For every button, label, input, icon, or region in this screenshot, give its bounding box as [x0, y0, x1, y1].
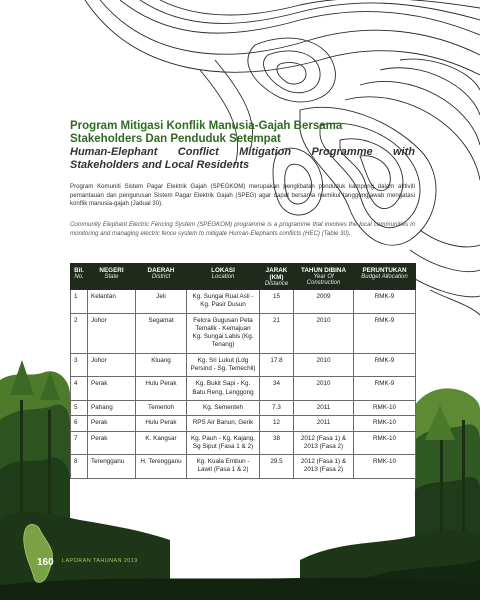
- cell-daerah: Hulu Perak: [136, 416, 187, 431]
- cell-daerah: K. Kangsar: [136, 431, 187, 455]
- cell-negeri: Perak: [88, 377, 136, 401]
- cell-tahun: 2011: [294, 400, 354, 415]
- fence-distribution-table: [70, 263, 416, 479]
- cell-negeri: Pahang: [88, 400, 136, 415]
- cell-negeri: Kelantan: [88, 290, 136, 314]
- table-row: [71, 313, 416, 353]
- report-label: LAPORAN TAHUNAN 2019: [62, 558, 138, 564]
- header-lokasi: LOKASI Location: [187, 264, 260, 290]
- table-row: [71, 377, 416, 401]
- table-row: [71, 400, 416, 415]
- cell-tahun: 2012 (Fasa 1) & 2013 (Fasa 2): [294, 455, 354, 479]
- cell-tahun: 2010: [294, 313, 354, 353]
- cell-peruntukan: RMK-9: [354, 377, 416, 401]
- section-title-english: Human-Elephant Conflict Mitigation Programme with Stakeholders and Local Residents: [70, 146, 415, 171]
- section-title-malay: Program Mitigasi Konflik Manusia-Gajah Bersama Stakeholders Dan Penduduk Setempat: [70, 120, 343, 145]
- cell-jarak: 15: [260, 290, 294, 314]
- cell-negeri: Perak: [88, 431, 136, 455]
- cell-daerah: H. Terengganu: [136, 455, 187, 479]
- paragraph-malay: Program Komuniti Sistem Pagar Elektrik Gajah (SPEGKOM) merupakan penglibatan penduduk kampung dalam aktiviti pemantauan dan pengurusan Sistem Pagar Elektrik Gajah (SPEG) agar dapat bersama memikul tanggungjawab mengatasi konflik manusia-gajah (Jadual 30).: [70, 183, 415, 208]
- cell-bil: 7: [71, 431, 88, 455]
- cell-peruntukan: RMK-10: [354, 416, 416, 431]
- cell-jarak: 21: [260, 313, 294, 353]
- header-tahun: TAHUN DIBINA Year Of Construction: [294, 264, 354, 290]
- cell-tahun: 2009: [294, 290, 354, 314]
- cell-lokasi: Kg. Bukit Sapi - Kg. Batu Reng, Lenggong: [187, 377, 260, 401]
- header-negeri: NEGERI State: [88, 264, 136, 290]
- cell-lokasi: Felcra Gugusan Peta Temalik - Kemajuan Kg. Sungai Labis (Kg. Tenang): [187, 313, 260, 353]
- cell-daerah: Jeli: [136, 290, 187, 314]
- cell-daerah: Segamat: [136, 313, 187, 353]
- cell-bil: 8: [71, 455, 88, 479]
- header-jarak: JARAK (KM) Distance: [260, 264, 294, 290]
- header-peruntukan: PERUNTUKAN Budget Allocation: [354, 264, 416, 290]
- cell-bil: 1: [71, 290, 88, 314]
- cell-lokasi: RPS Air Banun, Gerik: [187, 416, 260, 431]
- cell-tahun: 2010: [294, 353, 354, 377]
- table-header-row: [71, 264, 416, 290]
- cell-negeri: Johor: [88, 313, 136, 353]
- cell-bil: 2: [71, 313, 88, 353]
- cell-jarak: 38: [260, 431, 294, 455]
- cell-daerah: Hulu Perak: [136, 377, 187, 401]
- page-number: 160: [37, 557, 54, 568]
- cell-peruntukan: RMK-9: [354, 290, 416, 314]
- cell-negeri: Johor: [88, 353, 136, 377]
- cell-negeri: Perak: [88, 416, 136, 431]
- table-row: [71, 416, 416, 431]
- cell-lokasi: Kg. Sungai Rual Asli - Kg. Pasir Dusun: [187, 290, 260, 314]
- table-row: [71, 431, 416, 455]
- cell-bil: 6: [71, 416, 88, 431]
- cell-tahun: 2010: [294, 377, 354, 401]
- cell-peruntukan: RMK-9: [354, 353, 416, 377]
- cell-bil: 5: [71, 400, 88, 415]
- header-daerah: DAERAH District: [136, 264, 187, 290]
- cell-peruntukan: RMK-10: [354, 400, 416, 415]
- cell-daerah: Kluang: [136, 353, 187, 377]
- cell-lokasi: Kg. Sementeh: [187, 400, 260, 415]
- cell-peruntukan: RMK-9: [354, 313, 416, 353]
- cell-jarak: 17.8: [260, 353, 294, 377]
- cell-lokasi: Kg. Kuala Embun - Lawit (Fasa 1 & 2): [187, 455, 260, 479]
- cell-lokasi: Kg. Pauh - Kg. Kajang, Sg Siput (Fasa 1 & 2): [187, 431, 260, 455]
- paragraph-english: Community Elephant Electric Fencing System (SPEGKOM) programme is a programme that involves the local communities in monitoring and managing electric fence system to mitigate Human-Elephants conflicts (HEC) (Table 30).: [70, 221, 415, 237]
- cell-tahun: 2012 (Fasa 1) & 2013 (Fasa 2): [294, 431, 354, 455]
- cell-bil: 4: [71, 377, 88, 401]
- header-bil: Bil. No.: [71, 264, 88, 290]
- cell-daerah: Temerloh: [136, 400, 187, 415]
- table-row: [71, 353, 416, 377]
- cell-jarak: 7.3: [260, 400, 294, 415]
- table-row: [71, 290, 416, 314]
- cell-jarak: 12: [260, 416, 294, 431]
- cell-jarak: 34: [260, 377, 294, 401]
- cell-jarak: 29.5: [260, 455, 294, 479]
- cell-peruntukan: RMK-10: [354, 431, 416, 455]
- cell-tahun: 2011: [294, 416, 354, 431]
- cell-peruntukan: RMK-10: [354, 455, 416, 479]
- cell-bil: 3: [71, 353, 88, 377]
- cell-negeri: Terengganu: [88, 455, 136, 479]
- table-row: [71, 455, 416, 479]
- cell-lokasi: Kg. Sri Lukut (Ldg Persind - Sg. Temechil): [187, 353, 260, 377]
